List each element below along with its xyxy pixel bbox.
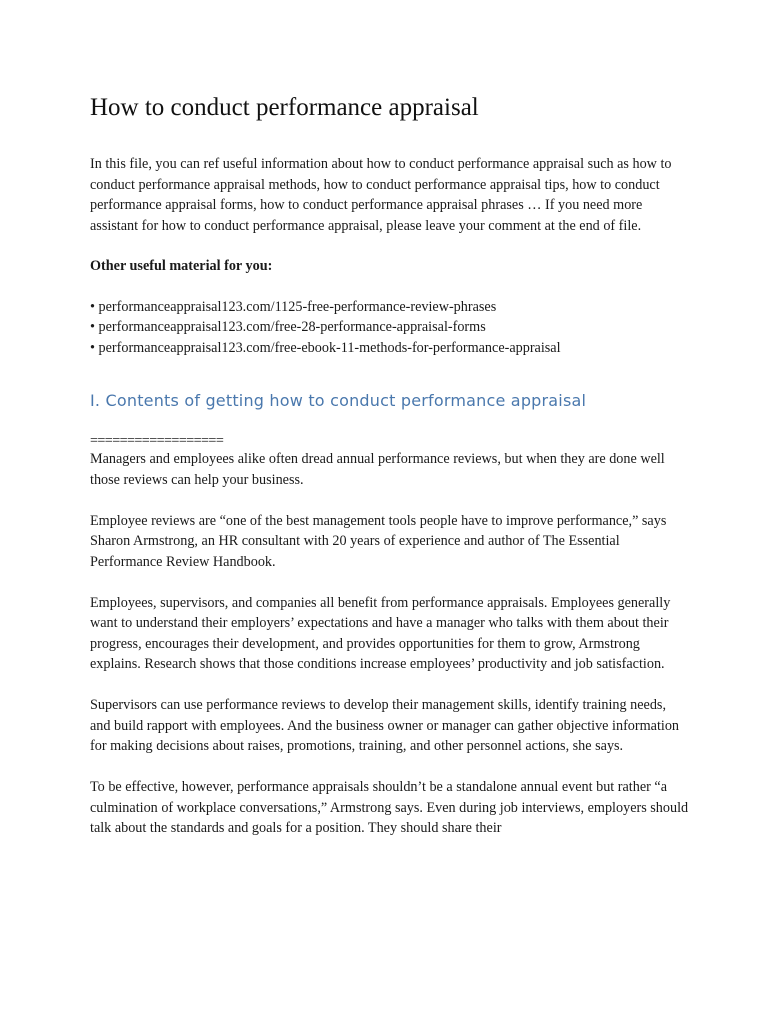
body-paragraph: Managers and employees alike often dread annual performance reviews, but when they are done well those reviews can help your business. [90, 451, 665, 488]
body-paragraph: Employees, supervisors, and companies all benefit from performance appraisals. Employees generally want to understand their employers’ expectations and have a manager who talks with them about their progress, encourages their development, and provides opportunities for them to grow, Armstrong explains. Research shows that those conditions increase employees’ productivity and job satisfaction. [90, 594, 671, 672]
resource-link[interactable]: • performanceappraisal123.com/1125-free-performance-review-phrases [90, 298, 497, 315]
intro-paragraph: In this file, you can ref useful information about how to conduct performance appraisal such as how to conduct performance appraisal methods, how to conduct performance appraisal tips, how to conduct performance appraisal forms, how to conduct performance appraisal phrases … If you need more assistant for how to conduct performance appraisal, please leave your comment at the end of file. [90, 156, 672, 234]
body-paragraph: To be effective, however, performance appraisals shouldn’t be a standalone annual event but rather “a culmination of workplace conversations,” Armstrong says. Even during job interviews, employers should talk about the standards and goals for a position. They should share their [90, 779, 689, 836]
resource-link[interactable]: • performanceappraisal123.com/free-28-performance-appraisal-forms [90, 319, 486, 335]
document-title: How to conduct performance appraisal [90, 94, 479, 121]
body-paragraph: Employee reviews are “one of the best management tools people have to improve performance,” says Sharon Armstrong, an HR consultant with 20 years of experience and author of The Essential Performance Review Handbook. [90, 512, 667, 570]
separator-line: ================== [90, 433, 224, 449]
document-page [90, 92, 690, 859]
resource-link-list [90, 297, 690, 359]
section-heading: I. Contents of getting how to conduct performance appraisal [90, 391, 587, 410]
resource-link[interactable]: • performanceappraisal123.com/free-ebook-11-methods-for-performance-appraisal [90, 339, 561, 356]
other-material-heading: Other useful material for you: [90, 258, 273, 274]
body-paragraph: Supervisors can use performance reviews to develop their management skills, identify training needs, and build rapport with employees. And the business owner or manager can gather objective information for making decisions about raises, promotions, training, and other personnel actions, she says. [90, 697, 680, 754]
